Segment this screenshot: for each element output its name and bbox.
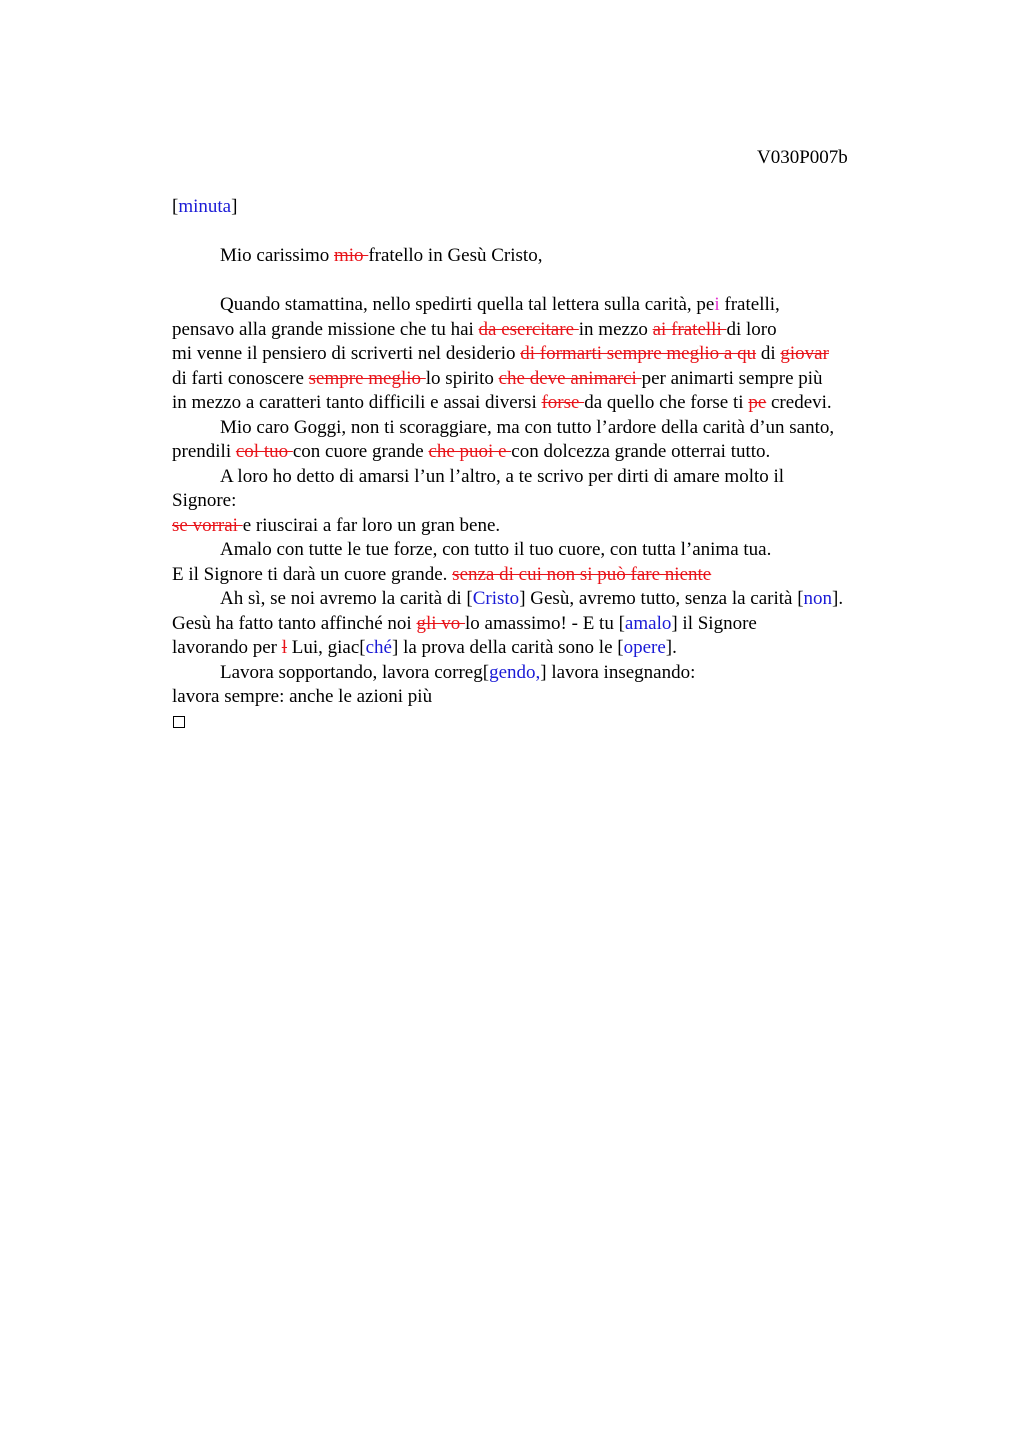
deleted-text: che puoi e — [428, 441, 512, 462]
editorial-insertion: opere — [623, 637, 666, 658]
text-line: lavorando per l Lui, giac[ché] la prova della carità sono le [opere]. — [172, 637, 677, 658]
editorial-insertion: gendo, — [489, 661, 541, 683]
deleted-text: mio — [334, 245, 369, 266]
deleted-text: di formarti sempre meglio a qu — [520, 343, 757, 364]
text-line: prendili col tuo con cuore grande che puoi e con dolcezza grande otterrai tutto. — [172, 441, 771, 462]
greeting-line: Mio carissimo mio fratello in Gesù Cristo, — [220, 245, 543, 266]
editorial-insertion: amalo — [624, 612, 672, 634]
text-line: A loro ho detto di amarsi l’un l’altro, a te scrivo per dirti di amare molto il — [220, 465, 785, 487]
text-line: Signore: — [172, 490, 237, 511]
text-line: Gesù ha fatto tanto affinché noi gli vo lo amassimo! - E tu [amalo] il Signore — [172, 612, 757, 634]
draft-tag — [172, 195, 932, 220]
text-line: mi venne il pensiero di scriverti nel desiderio di formarti sempre meglio a qu di giovar — [172, 343, 829, 364]
deleted-text: l — [281, 637, 288, 658]
editorial-insertion: Cristo — [472, 588, 520, 609]
deleted-text: senza di cui non si può fare niente — [452, 563, 712, 585]
text-line: Lavora sopportando, lavora correg[gendo,] lavora insegnando: — [220, 661, 696, 683]
deleted-text: che deve animarci — [498, 367, 642, 389]
document-id: V030P007b — [757, 147, 848, 168]
deleted-text: forse — [541, 392, 585, 413]
text-line: Quando stamattina, nello spedirti quella tal lettera sulla carità, pei fratelli, — [220, 294, 780, 315]
editorial-note: minuta — [178, 196, 232, 217]
deleted-text: pe — [748, 392, 767, 413]
deleted-text: ai fratelli — [652, 318, 727, 340]
text-line: pensavo alla grande missione che tu hai da esercitare in mezzo ai fratelli di loro — [172, 318, 777, 340]
editorial-insertion: ché — [365, 637, 392, 658]
text-line: se vorrai e riuscirai a far loro un gran bene. — [172, 514, 501, 536]
deleted-text: sempre meglio — [308, 367, 426, 389]
end-marker — [172, 710, 932, 735]
text-line: Ah sì, se noi avremo la carità di [Cristo] Gesù, avremo tutto, senza la carità [non]. — [220, 588, 844, 609]
bracket-close: ] — [231, 196, 238, 217]
text-line: E il Signore ti darà un cuore grande. senza di cui non si può fare niente — [172, 563, 712, 585]
text-line: lavora sempre: anche le azioni più — [172, 686, 433, 707]
text-line: di farti conoscere sempre meglio lo spirito che deve animarci per animarti sempre più — [172, 367, 823, 389]
text-line: Mio caro Goggi, non ti scoraggiare, ma con tutto l’ardore della carità d’un santo, — [220, 416, 835, 438]
deleted-text: se vorrai — [172, 514, 243, 536]
editorial-insertion: non — [803, 588, 833, 609]
deleted-text: da esercitare — [478, 318, 579, 340]
deleted-text: giovar — [780, 343, 829, 364]
inserted-letter: i — [714, 294, 720, 315]
bracket-open: [ — [172, 196, 179, 217]
letter-body — [172, 195, 932, 734]
deleted-text: col tuo — [235, 441, 293, 462]
square-icon — [173, 716, 185, 728]
text-line: Amalo con tutte le tue forze, con tutto il tuo cuore, con tutta l’anima tua. — [220, 539, 772, 560]
text-line: in mezzo a caratteri tanto difficili e assai diversi forse da quello che forse ti pe credevi. — [172, 392, 832, 413]
deleted-text: gli vo — [416, 612, 466, 634]
